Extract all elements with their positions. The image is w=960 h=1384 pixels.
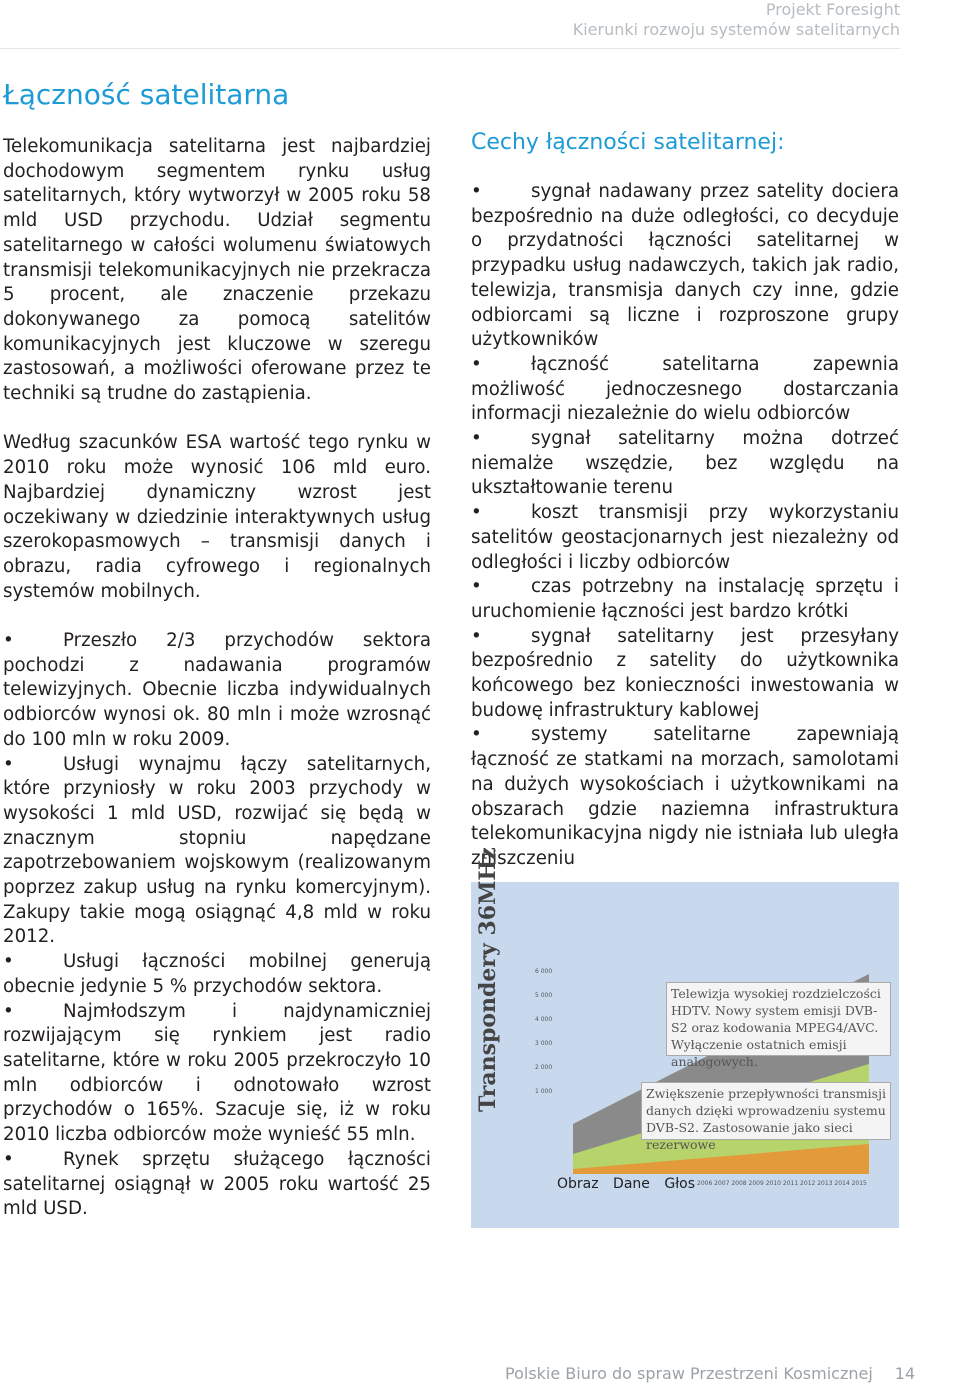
list-item: • łączność satelitarna zapewnia możliwość jednoczesnego dostarczania informacji niezależnie do wielu odbiorców [471,353,899,425]
list-item: • sygnał satelitarny można dotrzeć niemalże wszędzie, bez względu na ukształtowanie terenu [471,428,899,499]
bullet-icon: • [3,1000,14,1022]
bullet-icon: • [3,1148,14,1170]
bullet-icon: • [471,625,482,647]
list-item: • Rynek sprzętu służącego łączności satelitarnej osiągnął w 2005 roku wartość 25 mld USD. [3,1148,431,1220]
running-header [573,0,900,40]
figure-yticks [535,960,552,1104]
list-item: • systemy satelitarne zapewniają łączność ze statkami na morzach, samolotami na dużych wysokościach i użytkownikami na obszarach gdzie naziemna infrastruktura telekomunikacyjna nigdy nie istniała lub uległa zniszczeniu [471,724,899,869]
bullet-icon: • [471,502,482,524]
figure-xticks: 2006 2007 2008 2009 2010 2011 2012 2013 2014 2015 [697,1180,867,1187]
ytick: 6 000 [535,968,553,975]
page-number: 14 [894,1364,916,1383]
bullet-icon: • [471,428,482,450]
ytick: 2 000 [535,1064,553,1071]
figure-ylabel: Transpondery 36MHz [475,847,501,1112]
header-subtitle: Kierunki rozwoju systemów satelitarnych [572,20,900,39]
list-item: • sygnał satelitarny jest przesyłany bezpośrednio z satelity do użytkownika końcowego bez konieczności inwestowania w budowę infrastruktury kablowej [471,625,899,721]
list-item: • Przeszło 2/3 przychodów sektora pochodzi z nadawania programów telewizyjnych. Obecnie liczba indywidualnych odbiorców wynosi ok. 80 mln i może wzrosnąć do 100 mln w roku 2009. [3,630,431,750]
list-item: • koszt transmisji przy wykorzystaniu satelitów geostacjonarnych jest niezależny od odległości i liczby odbiorców [471,502,899,573]
list-item: • Usługi wynajmu łączy satelitarnych, które przyniosły w roku 2003 przychody w wysokości 1 mld USD, rozwijać się będą w znacznym stopniu napędzane zapotrzebowaniem wojskowym (realizowanym poprzez zakup usług na rynku komercyjnym). Zakupy takie mogą osiągnąć 4,8 mld w roku 2012. [3,753,431,948]
ytick: 3 000 [535,1040,553,1047]
figure-note-dvb: Zwiększenie przepływności transmisji danych dzięki wprowadzeniu systemu DVB-S2. Zastosowanie jako sieci rezerwowe [641,1082,891,1140]
list-item: • Usługi łączności mobilnej generują obecnie jedynie 5 % przychodów sektora. [3,951,431,997]
header-project: Projekt Foresight [765,0,900,19]
ytick: 5 000 [535,992,553,999]
paragraph-intro: Telekomunikacja satelitarna jest najbardziej dochodowym segmentem rynku usług satelitarnych, który wytworzył w 2005 roku 58 mld USD przychodu. Udział segmentu satelitarnego w całości wolumenu światowych transmisji telekomunikacyjnych nie przekracza 5 procent, ale znaczenie przekazu dokonywanego za pomocą satelitów komunikacyjnych jest kluczowe w szeregu zastosowań, a możliwości oferowane przez te techniki są trudne do zastąpienia. [3,136,431,405]
bullet-icon: • [3,630,14,652]
legend-obraz: Obraz [557,1176,599,1192]
ytick: 4 000 [535,1016,553,1023]
right-column [471,180,899,872]
paragraph-esa: Według szacunków ESA wartość tego rynku w 2010 roku może wynosić 106 mld euro. Najbardziej dynamiczny wzrost jest oczekiwany w dziedzinie interaktywnych usług szerokopasmowych – transmisji danych i obrazu, radia cyfrowego i regionalnych systemów mobilnych. [3,432,431,602]
legend-dane: Dane [613,1176,650,1192]
bullet-icon: • [471,181,482,202]
bullet-icon: • [471,353,482,375]
legend-glos: Głos [664,1176,696,1192]
list-item: • czas potrzebny na instalację sprzętu i uruchomienie łączności jest bardzo krótki [471,576,899,622]
footer-org: Polskie Biuro do spraw Przestrzeni Kosmicznej [505,1364,873,1383]
page-title: Łączność satelitarna [3,78,290,111]
bullet-icon: • [3,951,14,973]
figure-legend [557,1176,705,1192]
bullet-icon: • [471,724,482,746]
ytick: 1 000 [535,1088,553,1095]
section-heading: Cechy łączności satelitarnej: [471,130,785,155]
left-column [3,135,431,1222]
transponder-figure [471,847,899,1228]
bullet-icon: • [471,576,482,598]
list-item: • Najmłodszym i najdynamiczniej rozwijającym się rynkiem jest radio satelitarne, które w roku 2005 przekroczyło 10 mln odbiorców i odnotowało wzrost przychodów o 165%. Szacuje się, iż w roku 2010 liczba odbiorców może wynieść 55 mln. [3,1000,431,1146]
bullet-icon: • [3,753,14,775]
list-item: • sygnał nadawany przez satelity dociera bezpośrednio na duże odległości, co decyduje o przydatności łączności satelitarnej w przypadku usług nadawczych, takich jak radio, telewizja, transmisja danych czy inne, gdzie odbiorcami są liczne i rozproszone grupy użytkowników [471,181,899,351]
header-divider [0,48,900,49]
figure-note-hdtv: Telewizja wysokiej rozdzielczości HDTV. Nowy system emisji DVB-S2 oraz kodowania MPEG4/AVC. Wyłączenie ostatnich emisji analogowych. [666,982,891,1056]
page-footer [505,1364,915,1383]
